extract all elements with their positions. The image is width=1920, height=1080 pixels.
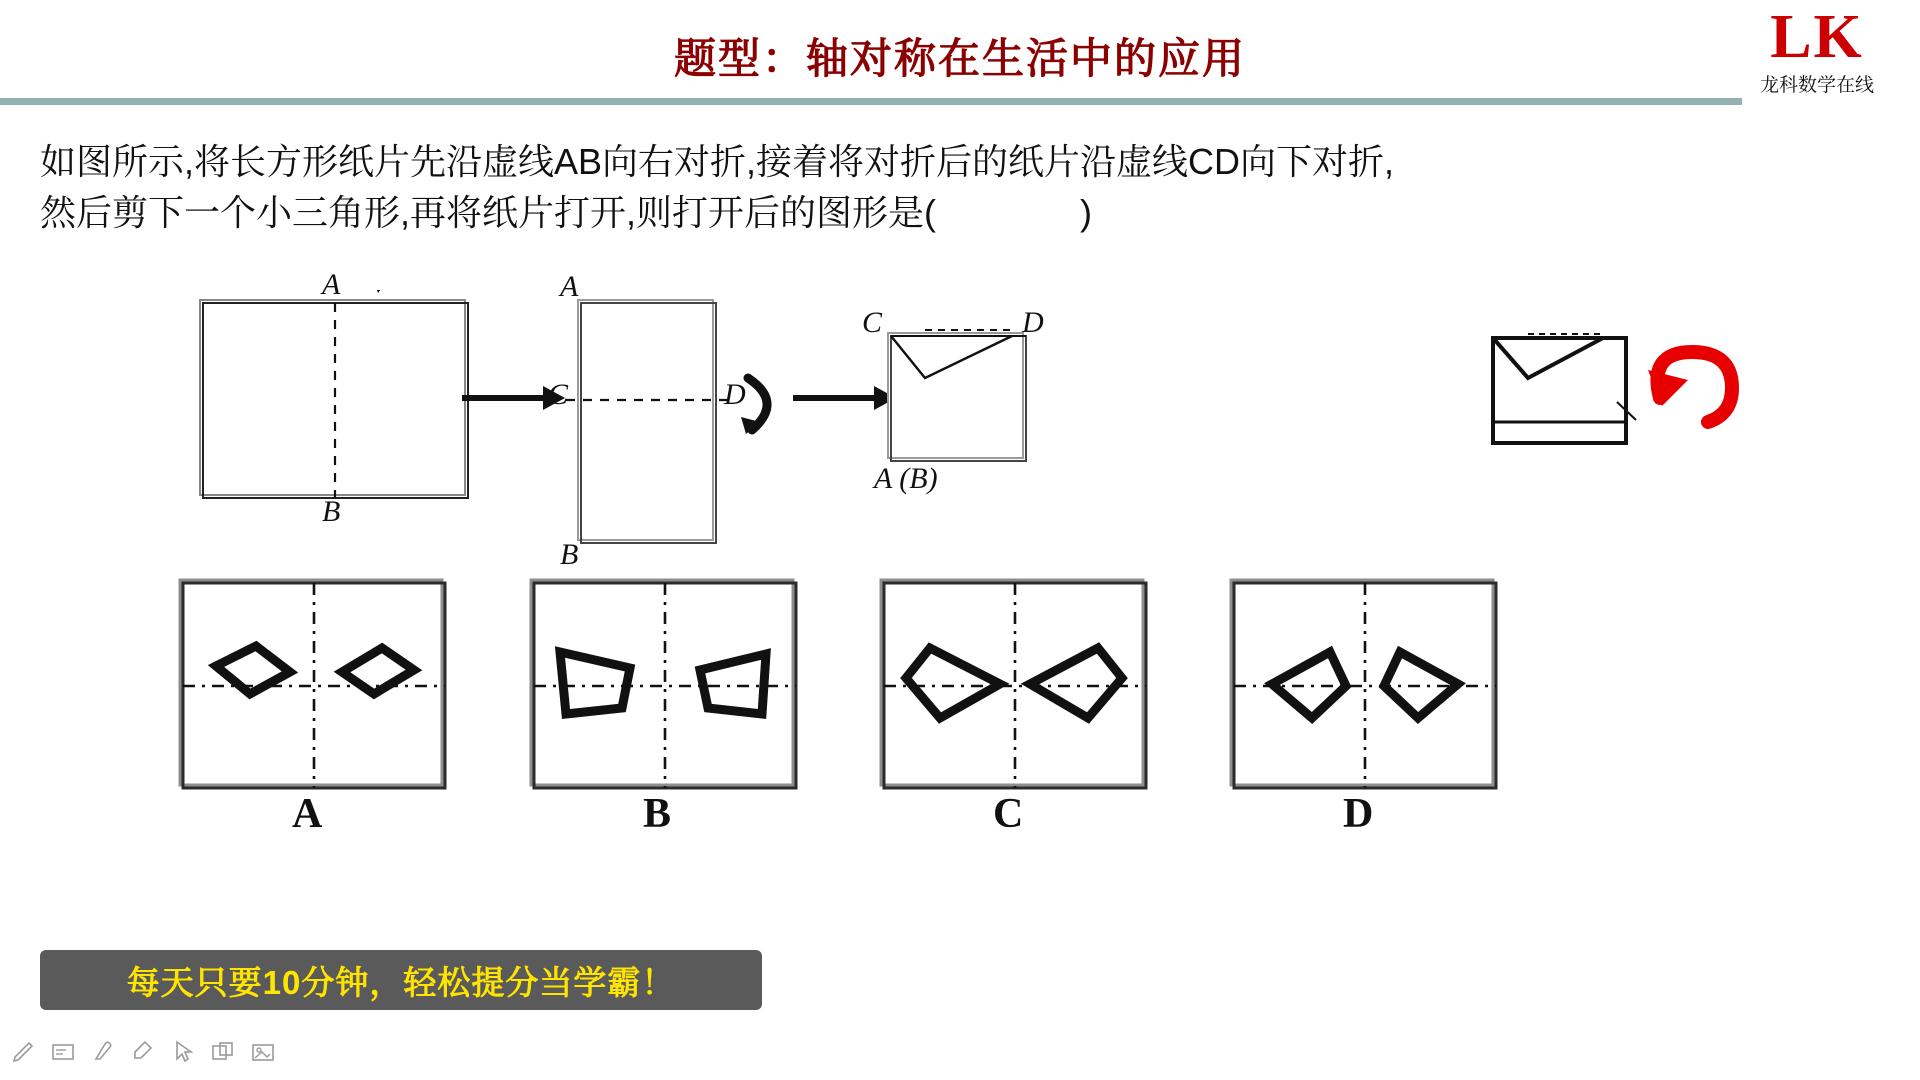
label-A-step2: A <box>560 270 579 303</box>
highlighter-icon[interactable] <box>90 1039 116 1065</box>
label-C-step3: C <box>862 306 883 339</box>
option-label-B[interactable]: B <box>643 791 672 837</box>
step3-cut-square <box>888 330 1026 461</box>
header-divider <box>0 98 1742 105</box>
annotation-toolbar[interactable] <box>10 1032 276 1072</box>
label-B-step1: B <box>322 495 341 528</box>
logo-subtitle: 龙科数学在线 <box>1759 75 1874 96</box>
question-line-2: 然后剪下一个小三角形,再将纸片打开,则打开后的图形是( ) <box>40 192 1092 234</box>
option-B-figure <box>531 580 796 788</box>
label-AB-step3: A (B) <box>874 462 938 495</box>
logo-mark: LK <box>1770 3 1864 71</box>
question-line-1: 如图所示,将长方形纸片先沿虚线AB向右对折,接着将对折后的纸片沿虚线CD向下对折, <box>40 141 1395 182</box>
option-label-C[interactable]: C <box>993 791 1024 837</box>
figure-area <box>0 268 1920 910</box>
option-D-figure <box>1231 580 1496 788</box>
label-D-step2: D <box>724 378 746 411</box>
transition-arrow-2 <box>793 386 896 410</box>
option-label-A[interactable]: A <box>292 791 323 837</box>
step1-rectangle <box>200 300 468 498</box>
option-label-D[interactable]: D <box>1343 791 1374 837</box>
promo-banner-text: 每天只要10分钟，轻松提分当学霸！ <box>126 963 676 1001</box>
label-B-step2: B <box>560 538 579 571</box>
option-A-figure <box>180 580 445 788</box>
page-title: 题型：轴对称在生活中的应用 <box>673 35 1246 82</box>
pen-icon[interactable] <box>10 1039 36 1065</box>
question-text <box>40 136 1900 238</box>
redo-arrow-icon <box>1648 352 1732 422</box>
page-header <box>0 0 1920 110</box>
promo-banner <box>40 950 762 1010</box>
image-icon[interactable] <box>250 1039 276 1065</box>
eraser-icon[interactable] <box>130 1039 156 1065</box>
shapes-icon[interactable] <box>210 1039 236 1065</box>
result-thumbnail <box>1493 334 1636 443</box>
step2-rectangle <box>566 300 730 543</box>
label-A-step1: A <box>322 268 341 301</box>
label-C-step2: C <box>548 378 569 411</box>
label-D-step3: D <box>1022 306 1044 339</box>
fold-arrow-1 <box>295 290 388 293</box>
option-C-figure <box>881 580 1146 788</box>
slide-icon[interactable] <box>50 1039 76 1065</box>
brand-logo <box>1732 3 1902 97</box>
figure-svg <box>0 290 1920 910</box>
cursor-icon[interactable] <box>170 1039 196 1065</box>
